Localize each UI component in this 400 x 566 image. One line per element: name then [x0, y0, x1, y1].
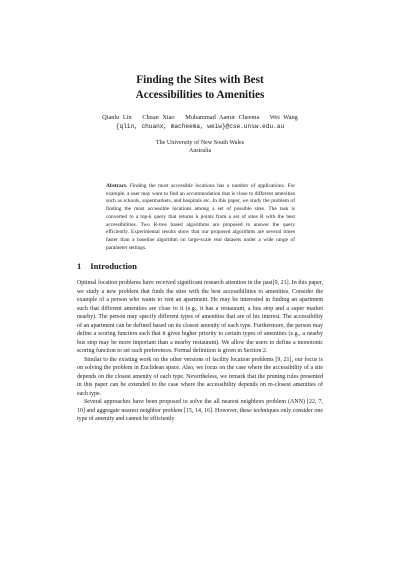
- section-number: 1: [77, 261, 82, 271]
- paper-title: [0, 73, 400, 102]
- section-heading: [77, 261, 327, 271]
- title-line-1: Finding the Sites with Best: [136, 74, 264, 86]
- author-block: [0, 114, 400, 131]
- title-line-2: Accessibilities to Amenities: [135, 88, 265, 101]
- affiliation-line-1: The University of New South Wales: [155, 140, 245, 146]
- paragraph-2: Similar to the existing work on the other versions of facility location problems [9, 21], our focus is on solving the problem in Euclidean space. Also, we focus on the case where the accessibility of a site depends on the closest amenity of each type. Nevertheless, we remark that the pruning rules presented in this paper can be extended to the case where the accessibility depends on m-closest amenities of each type.: [77, 356, 323, 397]
- affiliation: [0, 139, 400, 155]
- author-names: Qianlu Lin Chuan Xiao Muhammad Aamir Cheema Wei Wang: [102, 114, 298, 121]
- body-text: [77, 279, 323, 424]
- abstract-text: Finding the most accessible locations has a number of applications. For example, a user may want to find an accommodation that is close to different amenities such as schools, supermarkets, and hospitals etc. In this paper, we study the problem of finding the most accessible locations among a set of possible sites. The task is converted to a top-k query that returns k points from a set of sites R with the best accessibilities. Two R-tree based algorithms are proposed to answer the query efficiently. Experimental results show that our proposed algorithms are several times faster than a baseline algorithm on large-scale real datasets under a wide range of parameter settings.: [106, 183, 295, 251]
- abstract-label: Abstract.: [106, 183, 128, 189]
- section-title: Introduction: [90, 261, 137, 271]
- paragraph-1: Optimal location problems have received significant research attention in the past[9, 21]. In this paper, we study a new problem that finds the sites with the best accessibilities to amenities. Consider the example of a person who wants to rent an apartment. He may be interested in finding an apartment such that different amenities are close to it (e.g., it has a restaurant, a bus stop and a super market nearby). The person may specify different types of amenities that are of his interest. The accessibility of an apartment can be defined based on its closest amenity of each type. Furthermore, the person may define a scoring function such that it gives higher priority to certain types of amenities (e.g., a nearby bus stop may be more important than a nearby restaurant). We allow the users to define a monotonic scoring function to set such preferences. Formal definition is given in Section 2.: [77, 280, 323, 354]
- paragraph-3: Several approaches have been proposed to solve the all nearest neighbors problem (ANN) [22, 7, 10] and aggregate nearest neighbor problem [15, 14, 16]. However, these techniques only consider one type of amenity and cannot be efficiently: [77, 399, 323, 422]
- affiliation-line-2: Australia: [188, 148, 212, 154]
- author-emails: {qlin, chuanx, macheema, weiw}@cse.unsw.edu.au: [115, 122, 285, 130]
- abstract: [106, 183, 295, 252]
